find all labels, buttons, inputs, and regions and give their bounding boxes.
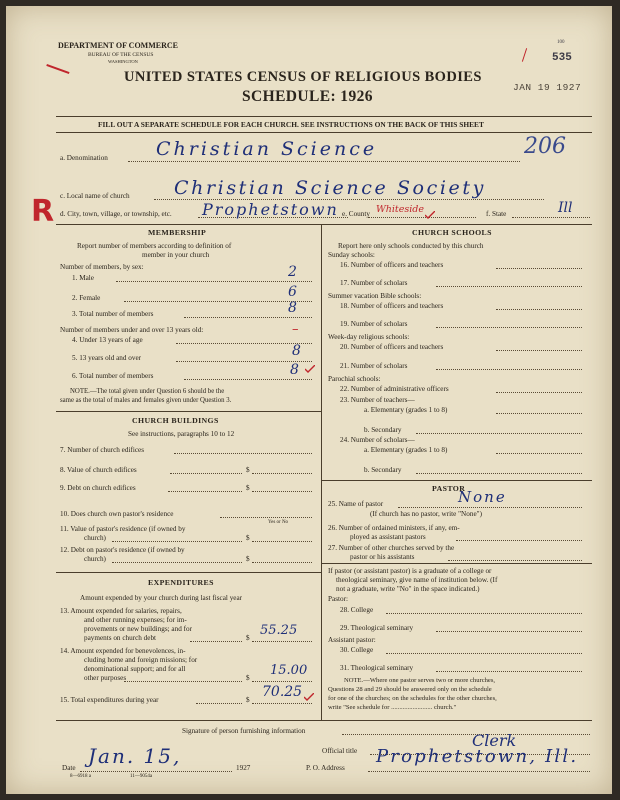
q23a-line [496,413,582,414]
q2-label: 2. Female [72,294,101,302]
q11-label-a: 11. Value of pastor's residence (if owned by [60,525,186,533]
q1-line [116,281,312,282]
red-r-mark: R [31,194,55,229]
q8-line [252,473,312,474]
q29-line [436,631,582,632]
header-rule-top [56,116,592,117]
q17-label: 17. Number of scholars [340,279,408,287]
q28-label: 28. College [340,606,374,614]
q14-line-2: cluding home and foreign missions; for [84,656,198,664]
parochial-label: Parochial schools: [328,375,381,383]
q15-value: 70.25 [262,684,303,700]
buildings-title: CHURCH BUILDINGS [132,416,219,425]
instruction-line: FILL OUT A SEPARATE SCHEDULE FOR EACH CHURCH. SEE INSTRUCTIONS ON THE BACK OF THIS SHEET [98,120,484,129]
schools-bottom-rule [321,480,592,481]
expenditures-sub: Amount expended by your church during last fiscal year [80,594,243,602]
q3-label: 3. Total number of members [72,310,154,318]
q25-line [398,507,582,508]
q9-leader [168,491,242,492]
q6-label: 6. Total number of members [72,372,154,380]
q14-leader [124,681,242,682]
q15-line [252,703,312,704]
pastor-note-2: Questions 28 and 29 should be answered only on the schedule [328,686,492,693]
pastor-note-1: NOTE.—Where one pastor serves two or more churches, [344,677,496,684]
membership-bottom-rule [56,411,321,412]
q9-dollar: $ [246,484,250,492]
census-schedule-page [6,6,612,794]
pastor-note-3: for one of the churches; on the schedules for the other churches, [328,695,497,702]
q17-line [436,286,582,287]
pastor-title: PASTOR [432,484,466,493]
q13-line-2: and other running expenses; for im- [84,616,187,624]
q1-value: 2 [288,264,297,280]
red-check-county [425,206,435,214]
yes-no-hint: Yes or No [268,520,289,525]
po-address-line [368,771,590,772]
column-divider [321,224,322,720]
q16-label: 16. Number of officers and teachers [340,261,444,269]
q14-line-4: other purposes [84,674,127,682]
q13-line-3: provements or new buildings; and for [84,625,192,633]
weekday-label: Week-day religious schools: [328,333,410,341]
q24b-line [416,473,582,474]
q12-dollar: $ [246,555,250,563]
q16-line [496,268,582,269]
signature-label: Signature of person furnishing information [182,727,306,735]
schedule-title: SCHEDULE: 1926 [242,88,373,105]
q23a-label: a. Elementary (grades 1 to 8) [364,406,448,414]
q8-dollar: $ [246,466,250,474]
grad-note-1: If pastor (or assistant pastor) is a graduate of a college or [328,567,492,575]
buildings-sub: See instructions, paragraphs 10 to 12 [128,430,235,438]
membership-intro-2: member in your church [142,251,210,259]
buildings-bottom-rule [56,572,321,573]
denomination-value: Christian Science [156,138,378,160]
q13-leader [190,641,242,642]
q25-value: None [458,488,507,506]
q23b-label: b. Secondary [364,426,402,434]
q20-line [496,350,582,351]
q9-label: 9. Debt on church edifices [60,484,136,492]
q11-line [252,541,312,542]
membership-note-2: same as the total of males and females given under Question 3. [60,397,232,404]
city-label: WASHINGTON [108,59,138,64]
q12-leader [112,562,242,563]
q12-label-a: 12. Debt on pastor's residence (if owned by [60,546,185,554]
q14-dollar: $ [246,674,250,682]
q31-line [436,671,582,672]
q14-line [252,681,312,682]
by-sex-label: Number of members, by sex: [60,263,144,271]
denomination-line [128,161,520,162]
q6-line [184,379,312,380]
membership-title: MEMBERSHIP [148,228,207,237]
q19-label: 19. Number of scholars [340,320,408,328]
q22-line [496,392,582,393]
q3-value: 8 [288,300,297,316]
q4-label: 4. Under 13 years of age [72,336,143,344]
q31-label: 31. Theological seminary [340,664,414,672]
schools-title: CHURCH SCHOOLS [412,228,492,237]
q13-line [252,641,312,642]
q6-value: 8 [290,362,299,378]
date-label: Date [62,764,76,772]
form-title: UNITED STATES CENSUS OF RELIGIOUS BODIES [124,69,482,85]
q24b-label: b. Secondary [364,466,402,474]
q15-leader [196,703,242,704]
q15-dollar: $ [246,696,250,704]
q15-label: 15. Total expenditures during year [60,696,159,704]
asst-pastor-label: Assistant pastor: [328,636,376,644]
denomination-code: 206 [524,134,566,159]
schools-intro: Report here only schools conducted by this church [338,242,484,250]
q9-line [252,491,312,492]
received-date-stamp: JAN 19 1927 [513,82,582,93]
q12-line [252,562,312,563]
q13-dollar: $ [246,634,250,642]
q22-label: 22. Number of administrative officers [340,385,449,393]
q19-line [436,327,582,328]
county-line [368,217,476,218]
state-value: Ill [558,200,573,216]
print-code-2: 11—9054a [130,774,153,779]
main-box-top [56,224,592,225]
q23b-line [416,433,582,434]
pastor-mid-rule [321,563,592,564]
state-line [512,217,590,218]
expenditures-title: EXPENDITURES [148,578,214,587]
under-over-label: Number of members under and over 13 years old: [60,326,204,334]
signature-line [342,734,590,735]
date-line [80,771,232,772]
q2-line [124,301,312,302]
q5-value: 8 [292,343,301,359]
county-value: Whiteside [376,204,424,215]
pastor-note-4: write "See schedule for ......................... church." [328,704,457,711]
q25-label: 25. Name of pastor [328,500,384,508]
q29-label: 29. Theological seminary [340,624,414,632]
q26-line [456,540,582,541]
q7-label: 7. Number of church edifices [60,446,145,454]
q14-line-1: 14. Amount expended for benevolences, in- [60,647,186,655]
local-name-label: c. Local name of church [60,192,130,200]
q14-line-3: denominational support; and for all [84,665,186,673]
date-value: Jan. 15, [88,744,182,768]
grad-note-3: not a graduate, write "No" in the space indicated.) [336,585,480,593]
q11-dollar: $ [246,534,250,542]
red-check-q6 [305,360,315,368]
state-label: f. State [486,210,507,218]
q11-label-b: church) [84,534,106,542]
q24-label: 24. Number of scholars— [340,436,415,444]
official-title-label: Official title [322,747,358,755]
q27-line [448,560,582,561]
q2-value: 6 [288,284,297,300]
q30-line [386,653,582,654]
membership-intro-1: Report number of members according to definition of [77,242,232,250]
serial-number: 535 [552,52,572,64]
q4-value: – [292,322,299,337]
q1-label: 1. Male [72,274,94,282]
po-address-value: Prophetstown, Ill. [376,746,579,767]
q10-line [220,517,312,518]
q27-label-a: 27. Number of other churches served by the [328,544,455,552]
city-label-field: d. City, town, village, or township, etc. [60,210,172,218]
small-top-number: 100 [557,40,565,45]
membership-note-1: NOTE.—The total given under Question 6 should be the [70,388,225,395]
q27-label-b: pastor or his assistants [350,553,415,561]
q13-value: 55.25 [260,623,298,638]
q8-label: 8. Value of church edifices [60,466,137,474]
q26-label-a: 26. Number of ordained ministers, if any, em- [328,524,460,532]
q30-label: 30. College [340,646,374,654]
denomination-label: a. Denomination [60,154,108,162]
q11-leader [112,541,242,542]
pastor-sub-label: Pastor: [328,595,348,603]
department-label: DEPARTMENT OF COMMERCE [58,41,179,50]
header-rule-bottom [56,132,592,133]
q7-line [174,453,312,454]
sunday-label: Sunday schools: [328,251,375,259]
q5-label: 5. 13 years old and over [72,354,142,362]
print-code-1: 8—6918 a [70,774,91,779]
grad-note-2: theological seminary, give name of institution below. (If [336,576,498,584]
po-address-label: P. O. Address [306,764,345,772]
summer-label: Summer vacation Bible schools: [328,292,422,300]
red-tick-mark [46,64,69,74]
q10-label: 10. Does church own pastor's residence [60,510,174,518]
date-year: 1927 [236,764,251,772]
q14-value: 15.00 [270,663,308,678]
county-label: e. County [342,210,370,218]
city-value: Prophetstown [202,200,339,219]
q3-line [184,317,312,318]
q13-line-4: payments on church debt [84,634,157,642]
q24a-line [496,453,582,454]
red-check-q15 [304,688,314,696]
q8-leader [170,473,242,474]
q21-label: 21. Number of scholars [340,362,408,370]
q28-line [386,613,582,614]
official-title-value: Clerk [472,731,517,750]
red-slash-mark [522,48,528,62]
q21-line [436,369,582,370]
q26-label-b: ployed as assistant pastors [350,533,426,541]
q12-label-b: church) [84,555,106,563]
q20-label: 20. Number of officers and teachers [340,343,444,351]
main-box-bottom [56,720,592,721]
q18-line [496,309,582,310]
q25-note: (If church has no pastor, write "None") [370,510,482,518]
bureau-label: BUREAU OF THE CENSUS [88,52,154,58]
q18-label: 18. Number of officers and teachers [340,302,444,310]
q23-label: 23. Number of teachers— [340,396,415,404]
q13-line-1: 13. Amount expended for salaries, repairs, [60,607,182,615]
local-name-value: Christian Science Society [174,177,486,199]
q24a-label: a. Elementary (grades 1 to 8) [364,446,448,454]
